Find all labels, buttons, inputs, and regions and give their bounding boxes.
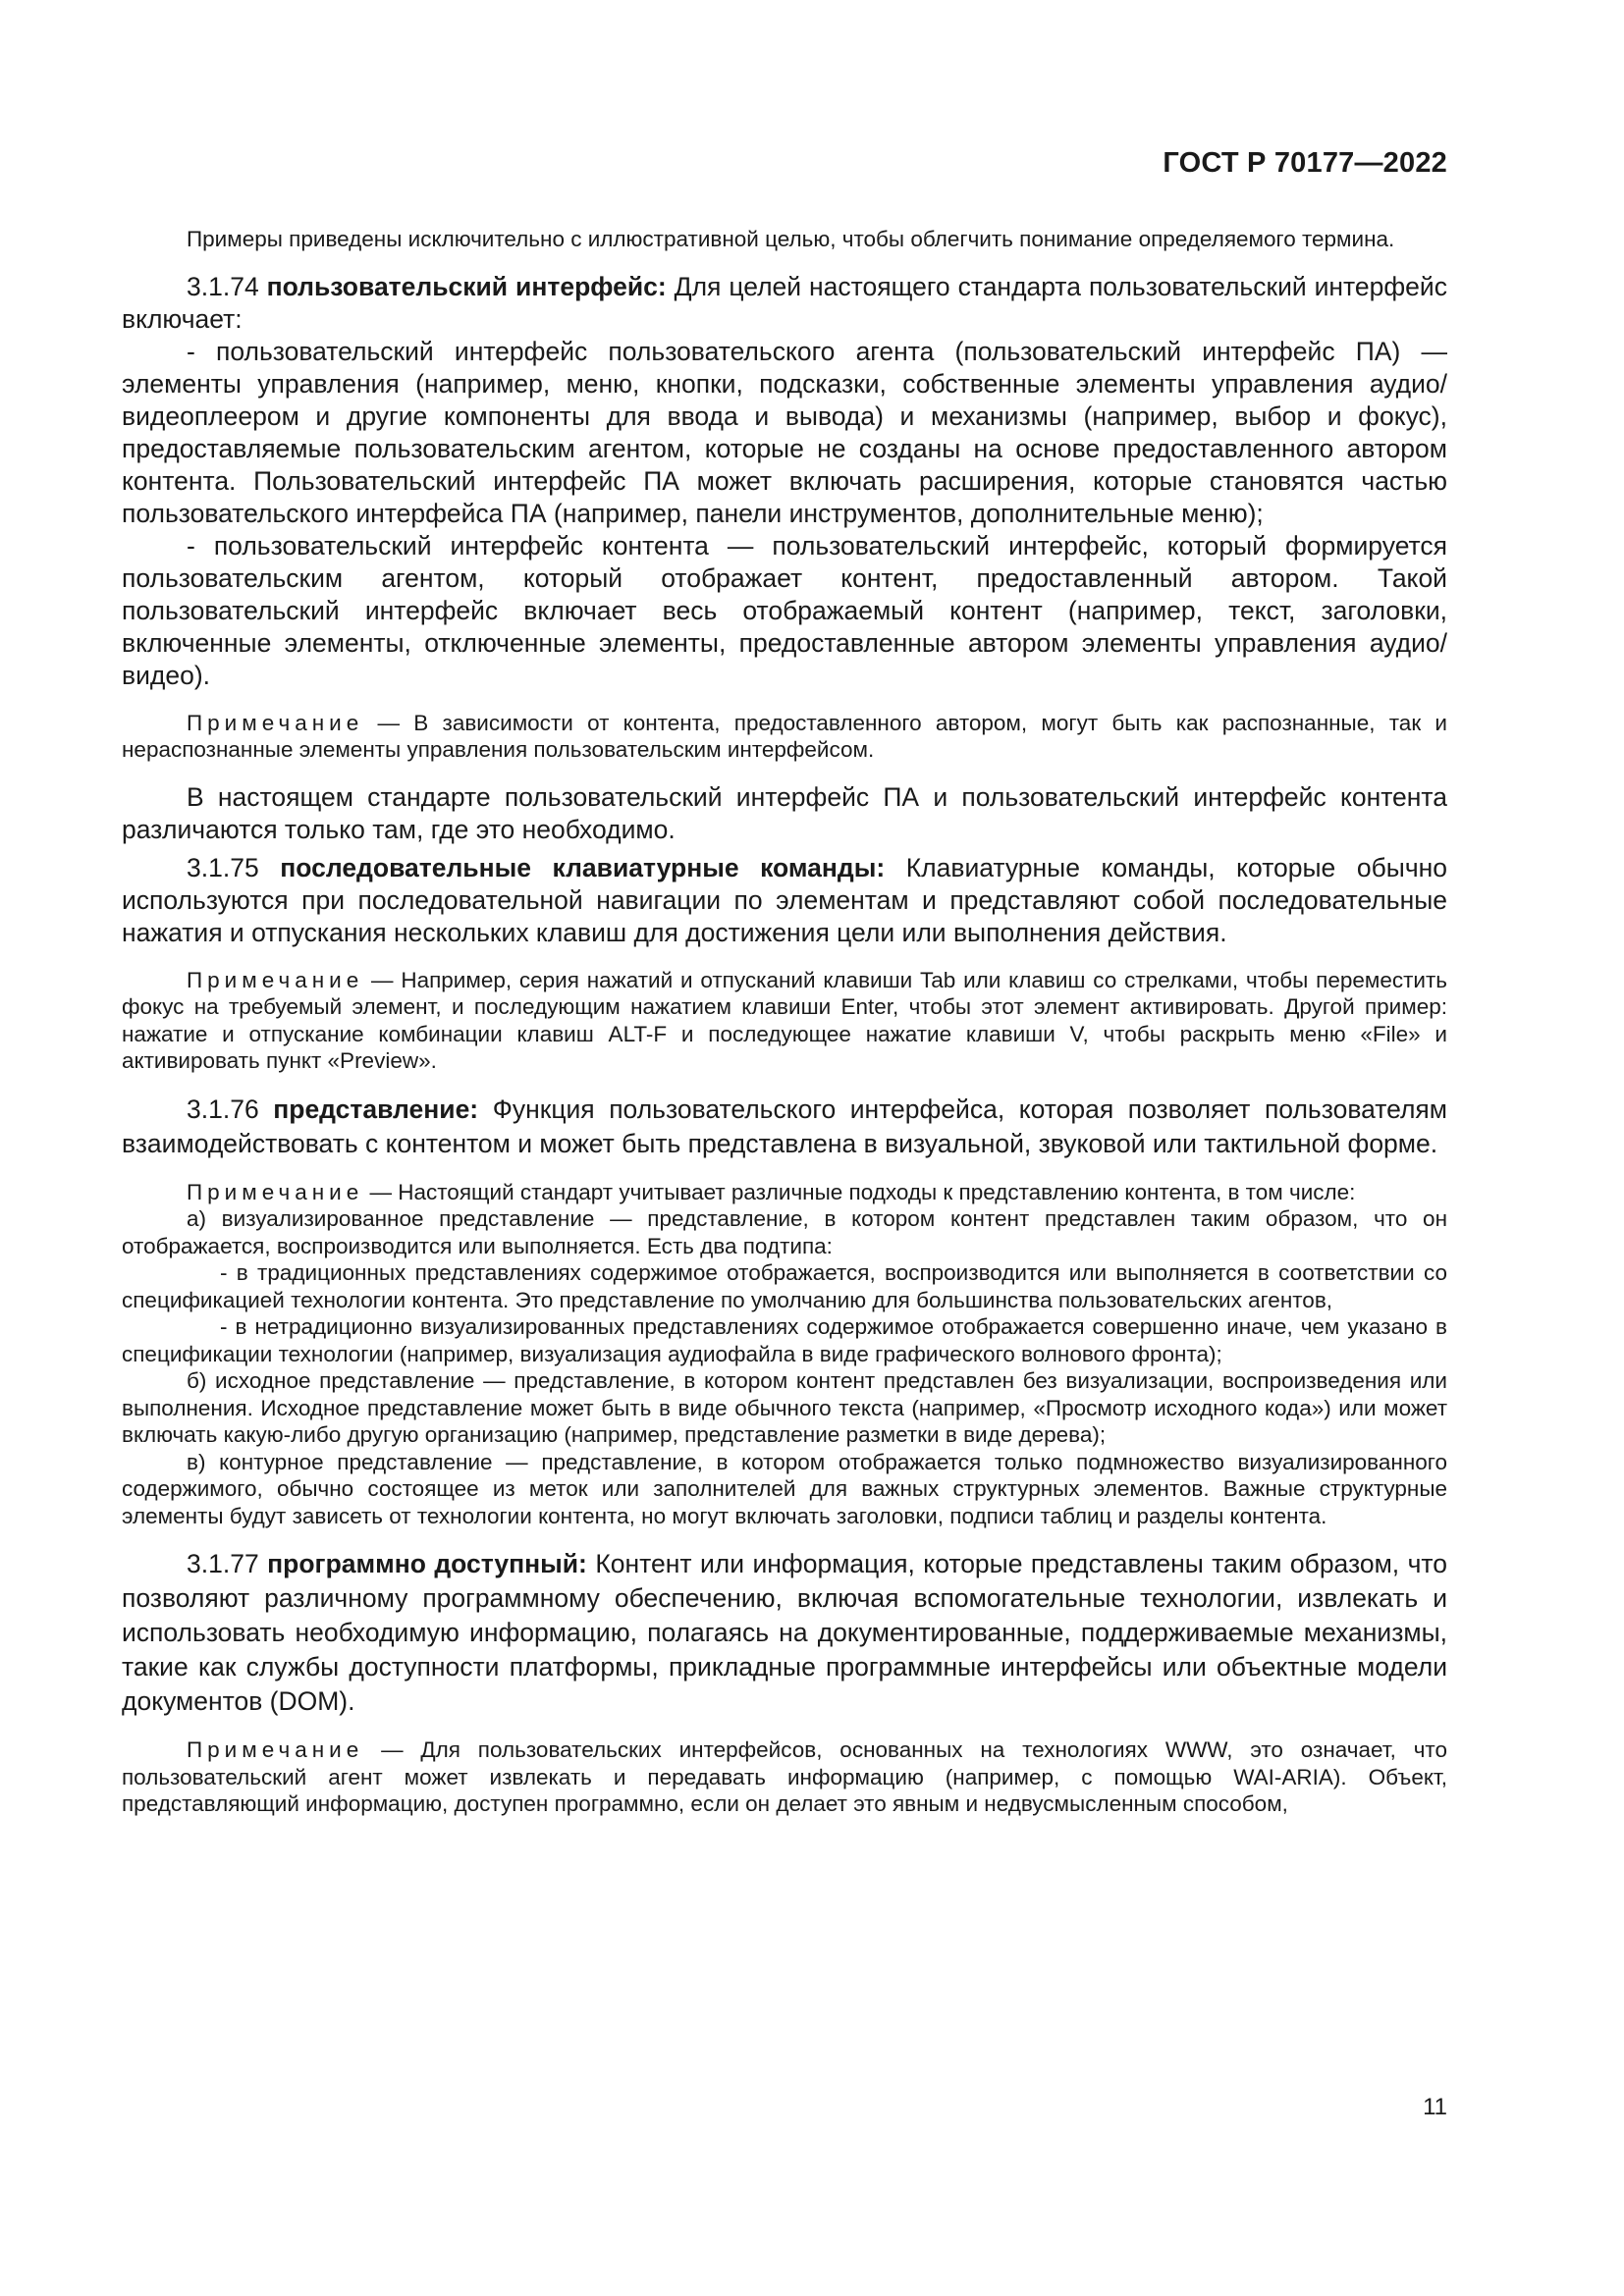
note-label: Примечание [187, 1179, 364, 1204]
document-code: ГОСТ Р 70177—2022 [1163, 147, 1447, 179]
paragraph: В настоящем стандарте пользовательский интерфейс ПА и пользовательский интерфейс контента различаются только там, где это необходимо. [122, 781, 1447, 844]
note-text: — Для пользовательских интерфейсов, основанных на технологиях WWW, это означает, что пользовательский агент может извлекать и передавать информацию (например, с помощью WAI-ARIA). Объект, представляющий информацию, доступен программно, если он делает это явным и недвусмысленным способом, [122, 1737, 1447, 1816]
definition: Для целей настоящего стандарта пользовательский интерфейс включает: [122, 271, 1447, 334]
list-item: - пользовательский интерфейс пользовательского агента (пользовательский интерфейс ПА) — элементы управления (например, меню, кнопки, подсказки, собственные элементы управления аудио/видеоплеером и другие компоненты для ввода и вывода) и механизмы (например, выбор и фокус), предоставляемые пользовательским агентом, которые не созданы на основе предоставленного автором контента. Пользовательский интерфейс ПА может включать расширения, которые становятся частью пользовательского интерфейса ПА (например, панели инструментов, дополнительные меню); [122, 336, 1447, 528]
note-paragraph [122, 710, 1447, 764]
clause-number: 3.1.74 [187, 271, 259, 301]
note-item-c: в) контурное представление — представление, в котором отображается только подмножество визуализированного содержимого, обычно состоящее из меток или заполнителей для важных структурных элементов. Важные структурные элементы будут зависеть от технологии контента, но могут включать заголовки, подписи таблиц и разделы контента. [122, 1449, 1447, 1528]
page-number: 11 [1423, 2094, 1447, 2120]
note-paragraph [122, 1736, 1447, 1818]
clause-number: 3.1.75 [187, 852, 259, 882]
list-item: - пользовательский интерфейс контента — пользовательский интерфейс, который формируется пользовательским агентом, который отображает контент, предоставленный автором. Такой пользовательский интерфейс включает весь отображаемый контент (например, текст, заголовки, включенные элементы, отключенные элементы, предоставленные автором элементы управления аудио/видео). [122, 530, 1447, 690]
clause-number: 3.1.77 [187, 1549, 259, 1578]
note-label: Примечание [187, 710, 364, 735]
note-text: — Настоящий стандарт учитывает различные подходы к представлению контента, в том числе: [363, 1179, 1356, 1204]
note-label: Примечание [187, 967, 364, 992]
clause-number: 3.1.76 [187, 1094, 259, 1124]
note-item-b: б) исходное представление — представление, в котором контент представлен без визуализации, воспроизведения или выполнения. Исходное представление может быть в виде обычного текста (например, «Просмотр исходного кода») или может включать какую-либо другую организацию (например, представление разметки в виде дерева); [122, 1368, 1447, 1447]
clause-3-1-74 [122, 271, 1447, 336]
definition: Клавиатурные команды, которые обычно используются при последовательной навигации по элементам и представляют собой последовательные нажатия и отпускания нескольких клавиш для достижения цели или выполнения действия. [122, 852, 1447, 947]
term: последовательные клавиатурные команды: [280, 852, 886, 882]
clause-3-1-76 [122, 1093, 1447, 1161]
note-subitem: - в традиционных представлениях содержимое отображается, воспроизводится или выполняется в соответствии со спецификацией технологии контента. Это представление по умолчанию для большинства пользовательских агентов, [122, 1260, 1447, 1312]
term: пользовательский интерфейс: [266, 271, 667, 301]
page-content [122, 226, 1447, 1818]
term: программно доступный: [267, 1549, 587, 1578]
intro-paragraph: Примеры приведены исключительно с иллюстративной целью, чтобы облегчить понимание определяемого термина. [187, 227, 1395, 251]
note-paragraph [122, 1179, 1447, 1206]
definition: Контент или информация, которые представлены таким образом, что позволяют различному программному обеспечению, включая вспомогательные технологии, извлекать и использовать необходимую информацию, полагаясь на документированные, поддерживаемые механизмы, такие как службы доступности платформы, прикладные программные интерфейсы или объектные модели документов (DOM). [122, 1549, 1448, 1716]
note-text: — Например, серия нажатий и отпусканий клавиши Tab или клавиш со стрелками, чтобы переместить фокус на требуемый элемент, и последующим нажатием клавиши Enter, чтобы этот элемент активировать. Другой пример: нажатие и отпускание комбинации клавиш ALT-F и последующее нажатие клавиши V, чтобы раскрыть меню «File» и активировать пункт «Preview». [122, 967, 1447, 1073]
clause-3-1-77 [122, 1547, 1447, 1719]
note-item-a: а) визуализированное представление — представление, в котором контент представлен таким образом, что он отображается, воспроизводится или выполняется. Есть два подтипа: [122, 1206, 1447, 1258]
note-paragraph [122, 967, 1447, 1075]
definition: Функция пользовательского интерфейса, которая позволяет пользователям взаимодействовать с контентом и может быть представлена в визуальной, звуковой или тактильной форме. [122, 1094, 1447, 1158]
clause-3-1-75 [122, 852, 1447, 949]
note-text: — В зависимости от контента, предоставленного автором, могут быть как распознанные, так и нераспознанные элементы управления пользовательским интерфейсом. [122, 710, 1447, 762]
term: представление: [273, 1094, 479, 1124]
note-subitem: - в нетрадиционно визуализированных представлениях содержимое отображается совершенно иначе, чем указано в спецификации технологии (например, визуализация аудиофайла в виде графического волнового фронта); [122, 1314, 1447, 1366]
note-label: Примечание [187, 1737, 364, 1762]
